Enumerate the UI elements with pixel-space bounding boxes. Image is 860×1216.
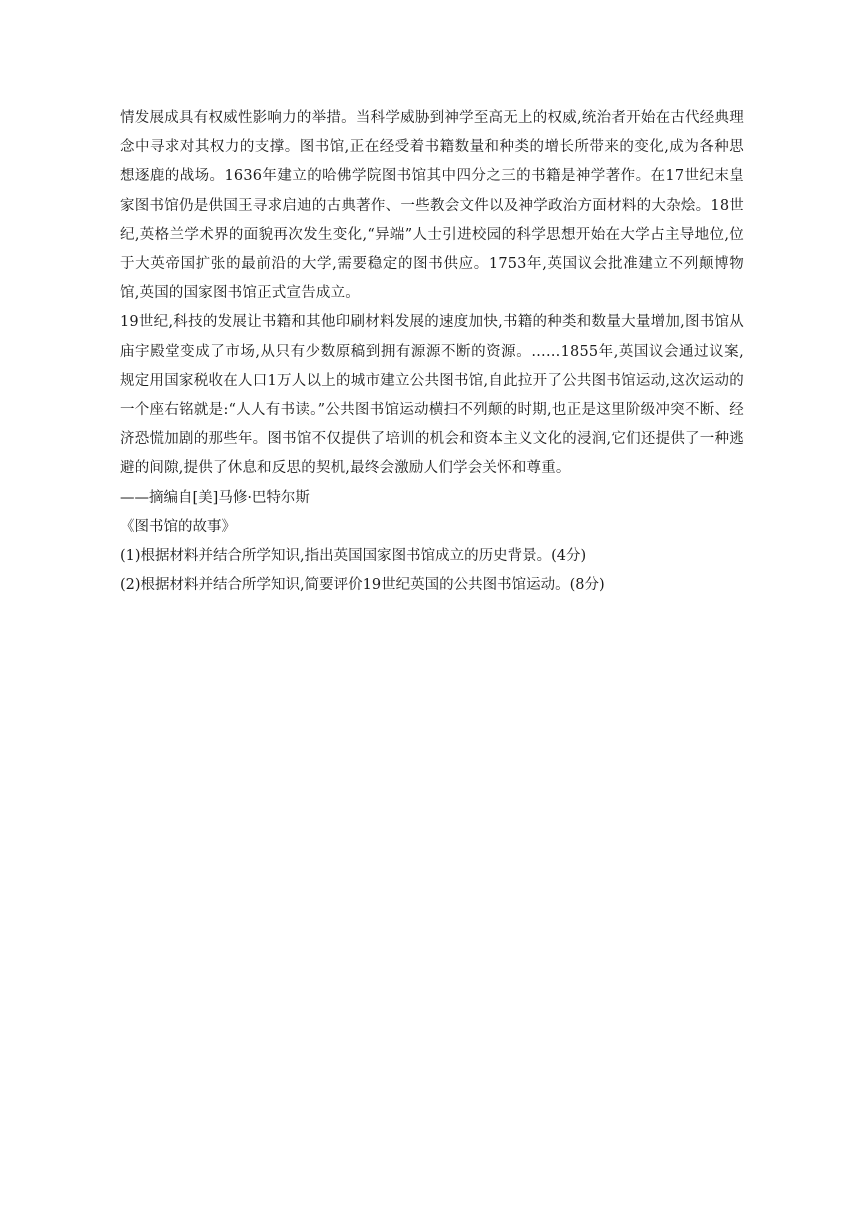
question-2: (2)根据材料并结合所学知识,简要评价19世纪英国的公共图书馆运动。(8分) [120, 577, 605, 594]
material-paragraph-1: 情发展成具有权威性影响力的举措。当科学威胁到神学至高无上的权威,统治者开始在古代经典理念中寻求对其权力的支撑。图书馆,正在经受着书籍数量和种类的增长所带来的变化,成为各种思想逐鹿的战场。1636年建立的哈佛学院图书馆其中四分之三的书籍是神学著作。在17世纪末皇家图书馆仍是供国王寻求启迪的古典著作、一些教会文件以及神学政治方面材料的大杂烩。18世纪,英格兰学术界的面貌再次发生变化,“异端”人士引进校园的科学思想开始在大学占主导地位,位于大英帝国扩张的最前沿的大学,需要稳定的图书供应。1753年,英国议会批准建立不列颠博物馆,英国的国家图书馆正式宣告成立。 [120, 110, 744, 302]
material-paragraph-2: 19世纪,科技的发展让书籍和其他印刷材料发展的速度加快,书籍的种类和数量大量增加,图书馆从庙宇殿堂变成了市场,从只有少数原稿到拥有源源不断的资源。……1855年,英国议会通过议案,规定用国家税收在人口1万人以上的城市建立公共图书馆,自此拉开了公共图书馆运动,这次运动的一个座右铭就是:“人人有书读。”公共图书馆运动横扫不列颠的时期,也正是这里阶级冲突不断、经济恐慌加剧的那些年。图书馆不仅提供了培训的机会和资本主义文化的浸润,它们还提供了一种逃避的间隙,提供了休息和反思的契机,最终会激励人们学会关怀和尊重。 [120, 314, 744, 477]
source-book-title: 《图书馆的故事》 [120, 518, 236, 535]
document-body [120, 104, 744, 600]
question-1: (1)根据材料并结合所学知识,指出英国国家图书馆成立的历史背景。(4分) [120, 548, 587, 565]
source-author: ——摘编自[美]马修·巴特尔斯 [120, 489, 310, 506]
